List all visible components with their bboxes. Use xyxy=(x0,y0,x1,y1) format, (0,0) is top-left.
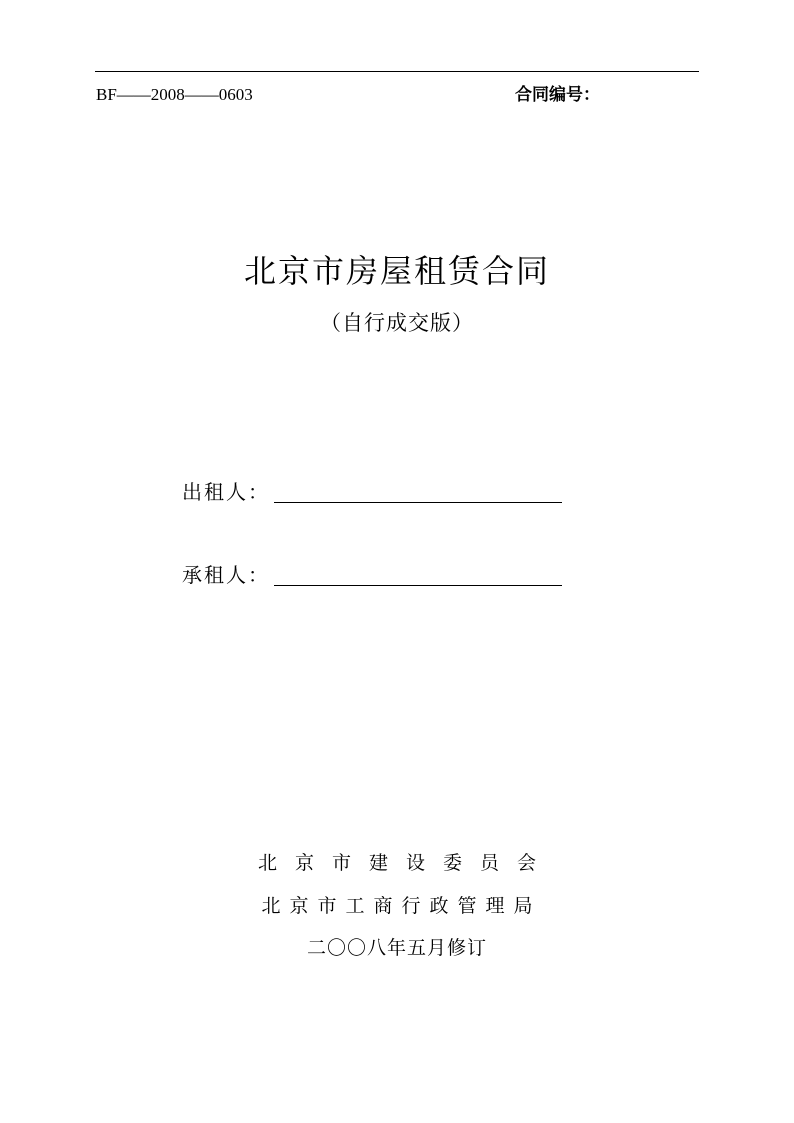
document-title: 北京市房屋租赁合同 xyxy=(243,252,550,290)
issuer-construction-commission: 北京市建设委员会 xyxy=(257,852,554,874)
issuer-industry-commerce-bureau: 北京市工商行政管理局 xyxy=(261,895,542,917)
lessee-row xyxy=(182,559,562,589)
lessor-blank-line[interactable] xyxy=(274,480,562,503)
lessor-row xyxy=(182,476,562,506)
document-subtitle: （自行成交版） xyxy=(320,311,474,335)
lessee-label: 承租人： xyxy=(182,563,270,587)
lessee-blank-line[interactable] xyxy=(274,563,562,586)
header-rule xyxy=(95,71,699,72)
contract-number-label: 合同编号： xyxy=(515,85,600,105)
revision-date: 二〇〇八年五月修订 xyxy=(306,937,487,959)
lessor-label: 出租人： xyxy=(182,480,270,504)
form-code: BF——2008——0603 xyxy=(96,85,253,104)
